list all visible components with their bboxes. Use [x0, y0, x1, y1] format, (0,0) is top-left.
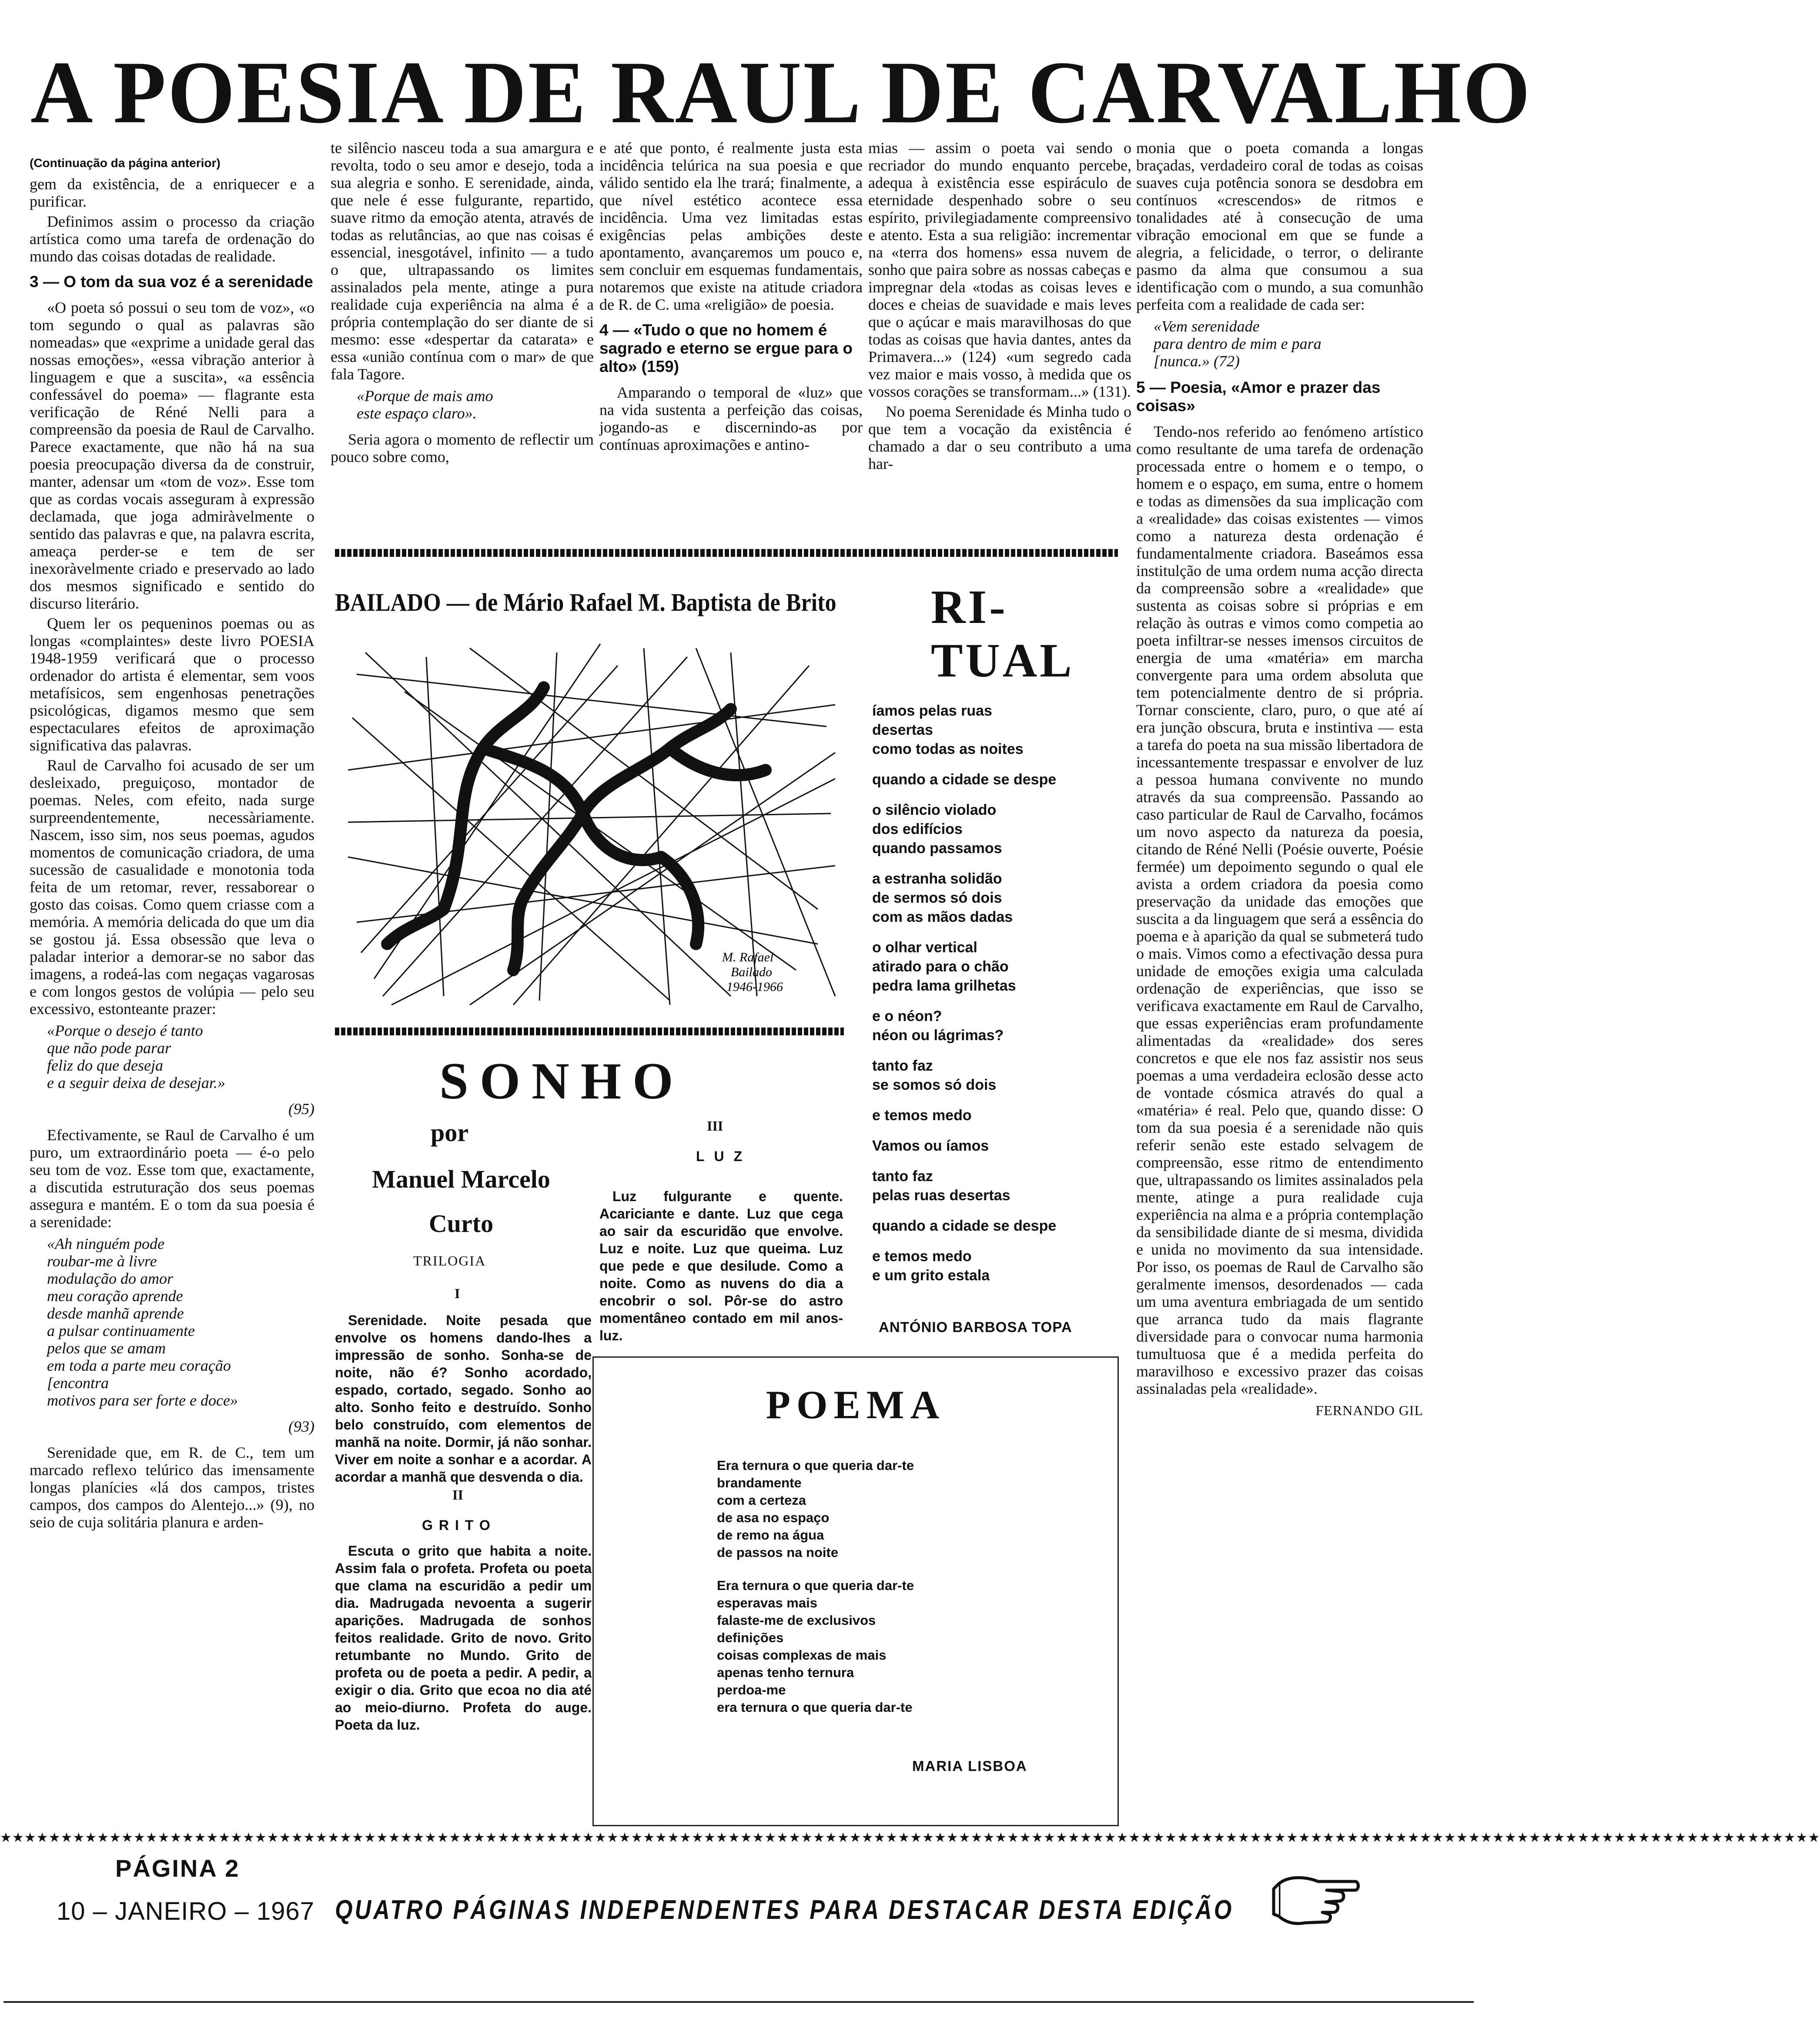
abstract-drawing — [339, 639, 844, 1014]
sonho-part-1: Serenidade. Noite pesada que envolve os homens dando-lhes a impressão de sonho. Sonha-se de noite, não é? Sonho acordado, espado, cortado, segado. Sonho ao alto. Sonho feito e destruído. Sonho belo construído, com elementos de manhã na noite. Dormir, já não sonhar. Viver em noite a sonhar e a acordar. A acordar a manhã que desvenda o dia. — [335, 1312, 592, 1485]
verse-quote: «Vem serenidade para dentro de mim e para [nunca.» (72) — [1154, 318, 1322, 370]
ritual-stanza: quando a cidade se despe — [872, 1218, 1057, 1234]
decorative-border-mid — [335, 1028, 844, 1035]
verse-quote: «Porque o desejo é tanto que não pode parar feliz do que deseja e a seguir deixa de desejar.» — [47, 1022, 225, 1091]
poema-body — [717, 1457, 1100, 1727]
author-antonio-barbosa-topa: ANTÓNIO BARBOSA TOPA — [879, 1319, 1072, 1335]
continuation-note: (Continuação da página anterior) — [30, 156, 221, 170]
ritual-stanza: Vamos ou íamos — [872, 1138, 989, 1154]
paragraph: monia que o poeta comanda a longas braçadas, verdadeiro coral de todas as coisas suaves cuja potência sonora se desdobra em contínuos «crescendos» de ritmos e tonalidades até à consecução de uma vibração emocional em que se funde a alegria, a felicidade, o terror, o delirante pasmo da alma que consumou a sua identificação com o mundo, a sua comunhão perfeita com a realidade de cada ser: — [1136, 139, 1423, 313]
verse-reference: (95) — [288, 1100, 314, 1118]
ritual-stanza: a estranha solidão de sermos só dois com as mãos dadas — [872, 870, 1013, 925]
poema-stanza-2: Era ternura o que queria dar-te esperavas mais falaste-me de exclusivos definições coisas complexas de mais apenas tenho ternura perdoa-me era ternura o que queria dar-te — [717, 1578, 914, 1715]
section-heading-4: 4 — «Tudo o que no homem é sagrado e eterno se ergue para o alto» (159) — [599, 321, 853, 375]
pointing-hand-icon — [1270, 1866, 1362, 1936]
author-fernando-gil: FERNANDO GIL — [1315, 1403, 1423, 1418]
section-heading-5: 5 — Poesia, «Amor e prazer das coisas» — [1136, 378, 1381, 415]
paragraph: Tendo-nos referido ao fenómeno artístico como resultante de uma tarefa de ordenação processada entre o homem e o tempo, o homem e o espaço, em suma, entre o homem e todas as dimensões da sua implicação com a «realidade» das coisas existentes — vimos como a natureza desta ordenação é fundamentalmente criadora. Baseámos essa institulção de uma ordem numa acção directa da compreensão sobre a «realidade» que sustenta as coisas sobre si próprias e em relação às outras e vimos como competia ao poeta infiltrar-se nesses imensos circuitos de energia de uma «matéria» em marcha convergente para uma ordem absoluta que tem potencialmente dentro de si própria. Tornar consciente, claro, puro, o que até aí era junção obscura, bruta e instintiva — esta a tarefa do poeta na sua missão libertadora de incessantemente trespassar e envolver de luz a pessoa humana convivente no mundo através da sua compreensão. Passando ao caso particular de Raul de Carvalho, focámos um novo aspecto da natureza da poesia, citando de Réné Nelli (Poésie ouverte, Poésie fermée) um depoimento segundo o qual ele avista a ordem criadora da poesia como preservação da unidade das emoções que suscita a da linguagem que será a essência do poema e à aparição da qual se submeterá tudo o mais. Vimos como a efectivação dessa pura unidade de emoções exigia uma calculada ordenação de experiências, que isso se verificava exactamente em Raul de Carvalho, que essas experiências eram profundamente alimentadas da «realidade» dos seres concretos e que ele nos faz assistir nos seus poemas a uma verdadeira eclosão desse acto de vontade cósmica através do qual a «matéria» é real. Pelo que, quando disse: O tom da sua poesia é a serenidade não quis referir senão este estado selvagem de compreensão, esse ritmo de entendimento que, ultrapassando os limites assinalados pela mente, atinge a pura realidade cuja experiência na alma e a própria contemplação da sensibilidade diante de si mesma, dividida e unida no movimento da sua intensidade. Por isso, os poemas de Raul de Carvalho são geralmente imensos, desordenados — cada um uma aventura embriagada de um sentido que arranca tudo da mais flagrante diversidade para o convocar numa harmonia tumultuosa que é a medida perfeita do maravilhoso e excessivo prazer das coisas assinaladas pela «realidade». — [1136, 423, 1423, 1397]
paragraph: Definimos assim o processo da criação artística como uma tarefa de ordenação do mundo das coisas dotadas de realidade. — [30, 213, 314, 265]
author-maria-lisboa: MARIA LISBOA — [912, 1758, 1027, 1774]
article-column-5 — [1136, 139, 1423, 1422]
sonho-author: Manuel Marcelo Curto — [372, 1165, 550, 1238]
headline: A POESIA DE RAUL DE CARVALHO — [30, 43, 1532, 142]
sonho-part-3-title: LUZ — [696, 1148, 752, 1164]
sonho-part-2-number: II — [452, 1487, 463, 1503]
paragraph: Seria agora o momento de reflectir um pouco sobre como, — [331, 431, 594, 465]
ritual-stanza: e temos medo — [872, 1107, 972, 1124]
sonho-by: por — [431, 1118, 468, 1147]
sonho-part-1-number: I — [455, 1285, 460, 1301]
article-column-4 — [868, 139, 1131, 475]
sonho-title: SONHO — [439, 1052, 685, 1110]
ritual-poem — [872, 701, 1116, 1296]
paragraph: e até que ponto, é realmente justa esta incidência telúrica na sua poesia e que válido sentido ela lhe trará; finalmente, a que nível estético acontece essa incidência. Uma vez limitadas estas exigências pelas ambições deste apontamento, avançaremos um pouco e, sem concluir em esquemas fundamentais, notaremos que existe na atitude criadora de R. de C. uma «religião» de poesia. — [599, 139, 863, 313]
decorative-border-top — [335, 549, 1118, 557]
artist-signature: M. Rafael Bailado 1946-1966 — [722, 950, 783, 994]
paragraph: Amparando o temporal de «luz» que na vida sustenta a perfeição das coisas, jogando-as e discernindo-as por contínuas aproximações e antino- — [599, 384, 863, 453]
poema-title: POEMA — [766, 1383, 946, 1427]
ritual-stanza: tanto faz pelas ruas desertas — [872, 1168, 1010, 1204]
paragraph: mias — assim o poeta vai sendo o recriador do mundo enquanto percebe, adequa à existência esse espiráculo de eternidade despenhado sobre o seu espírito, privilegiadamente compreensivo e atento. Esta a sua religião: incrementar na «terra dos homens» essa nuvem de sonho que paira sobre as nossas cabeças e impregnar dela «todas as coisas leves e doces e cheias de suavidade e mais leves que o açúcar e mais maravilhosas do que todas as coisas que havia dantes, antes da Primavera...» (124) «um segredo cada vez maior e mais vosso, à medida que os vossos corações se transformam...» (131). — [868, 139, 1131, 400]
ritual-stanza: o olhar vertical atirado para o chão pedra lama grilhetas — [872, 939, 1016, 994]
ritual-stanza: e temos medo e um grito estala — [872, 1248, 990, 1284]
ritual-title-line2: TUAL — [931, 634, 1074, 687]
ritual-stanza: íamos pelas ruas desertas como todas as noites — [872, 703, 1024, 757]
section-heading-3: 3 — O tom da sua voz é a serenidade — [30, 273, 313, 291]
ritual-stanza: o silêncio violado dos edifícios quando passamos — [872, 802, 1002, 857]
paragraph: «O poeta só possui o seu tom de voz», «o tom segundo o qual as palavras são nomeadas» que «exprime a unidade geral das nossas emoções», «essa vibração anterior à linguagem e que a suscita», «a essência confessável do poema» — flagrante esta verificação de Réné Nelli para a compreensão da poesia de Raul de Carvalho. Parece exactamente, que não há na sua poesia preocupação diversa da de construir, manter, adensar um «tom de voz». Esse tom que as cordas vocais asseguram à expressão declamada, que joga admiràvelmente o sentido das palavras e que, na palavra escrita, ameaça perder-se e tem de ser inexoràvelmente criado e preservado ao lado dos mesmos significado e sentido do discurso literário. — [30, 299, 314, 612]
bailado-title: BAILADO — de Mário Rafael M. Baptista de Brito — [335, 588, 836, 616]
sonho-part-3: Luz fulgurante e quente. Acariciante e dante. Luz que cega ao sair da escuridão que envolve. Luz e noite. Luz que queima. Luz que pede e que desilude. Como a noite. Como as nuvens do dia a encobrir o sol. Pôr-se do astro momentâneo contado em mil anos-luz. — [599, 1188, 843, 1343]
sonho-subtitle: TRILOGIA — [413, 1253, 486, 1269]
star-divider: ★★★★★★★★★★★★★★★★★★★★★★★★★★★★★★★★★★★★★★★★★★★★★★★★★★★★★★★★★★★★★★★★★★★★★★★★★★★★★★★★★★★★★★★★★★★★★★★★★★★★★★★★★★★★★★★★★★★★★★★★★★★★★★★★★★★★★★★★★★★★★★★★★★★★★★ — [0, 1831, 1820, 1845]
sonho-part-3-number: III — [707, 1118, 723, 1134]
paragraph: No poema Serenidade és Minha tudo o que tem a vocação da existência é chamado a dar o seu contributo a uma har- — [868, 403, 1131, 472]
bailado-illustration — [339, 639, 844, 1014]
paragraph: gem da existência, de a enriquecer e a purificar. — [30, 175, 314, 210]
footer-tagline: QUATRO PÁGINAS INDEPENDENTES PARA DESTACAR DESTA EDIÇÃO — [335, 1895, 1234, 1925]
poema-box — [592, 1356, 1119, 1826]
verse-quote: «Porque de mais amo este espaço claro». — [357, 387, 493, 422]
article-column-1 — [30, 154, 314, 1533]
article-column-2 — [331, 139, 594, 468]
issue-date: 10 – JANEIRO – 1967 — [57, 1897, 314, 1925]
paragraph: Raul de Carvalho foi acusado de ser um desleixado, preguiçoso, montador de poemas. Neles, com efeito, nada surge surpreendentemente, necessàriamente. Nascem, isso sim, nos seus poemas, agudos momentos de comunicação criadora, de uma sucessão de casualidade e monotonia toda feita de um retomar, rever, ressaborear o gosto das coisas. Como quem criasse com a memória. A memória delicada do que um dia se gostou já. Essa obsessão que leva o paladar interior a demorar-se no sabor das imagens, a rodeá-las com negaças vagarosas e com longos gestos de volúpia — pelo seu excessivo, estonteante prazer: — [30, 757, 314, 1018]
ritual-stanza: quando a cidade se despe — [872, 771, 1057, 788]
paragraph: Efectivamente, se Raul de Carvalho é um puro, um extraordinário poeta — é-o pelo seu tom de voz. Esse tom que, exactamente, a discutida estruturação dos seus poemas assegura e mantém. E o tom da sua poesia é a serenidade: — [30, 1126, 314, 1231]
paragraph: te silêncio nasceu toda a sua amargura e revolta, todo o seu amor e desejo, toda a sua alegria e sonho. E serenidade, ainda, que nele é esse fulgurante, repartido, suave ritmo da emoção atenta, através de todas as relutâncias, ao que nas coisas é essencial, inesgotável, infinito — a tudo o que, ultrapassando os limites assinalados pela mente, atinge a pura realidade cuja experiência na alma é a própria contemplação do ser diante de si mesmo: esse «despertar da catarata» e essa «união contínua com o mar» de que fala Tagore. — [331, 139, 594, 383]
sonho-part-2: Escuta o grito que habita a noite. Assim fala o profeta. Profeta ou poeta que clama na escuridão a pedir um dia. Madrugada nevoenta a sugerir aparições. Madrugada de sonhos feitos realidade. Grito de novo. Grito retumbante no Mundo. Grito de profeta ou de poeta a pedir. A pedir, a exigir o dia. Grito que ecoa no dia até ao meio-diurno. Profeta do auge. Poeta da luz. — [335, 1543, 592, 1733]
article-column-3 — [599, 139, 863, 456]
footer-rule — [3, 2001, 1474, 2003]
ritual-title-line1: RI- — [931, 580, 1008, 633]
ritual-stanza: tanto faz se somos só dois — [872, 1058, 997, 1093]
poema-stanza-1: Era ternura o que queria dar-te brandamente com a certeza de asa no espaço de remo na água de passos na noite — [717, 1458, 914, 1560]
verse-quote: «Ah ninguém pode roubar-me à livre modulação do amor meu coração aprende desde manhã aprende a pulsar continuamente pelos que se amam em toda a parte meu coração [encontra motivos para ser forte e doce» — [47, 1235, 238, 1409]
page-number: PÁGINA 2 — [115, 1855, 240, 1882]
ritual-stanza: e o néon? néon ou lágrimas? — [872, 1008, 1004, 1044]
paragraph: Serenidade que, em R. de C., tem um marcado reflexo telúrico das imensamente longas planícies «lá dos campos, tristes campos, dos campos do Alentejo...» (9), no seio de cuja solitária planura e arden- — [30, 1444, 314, 1531]
paragraph: Quem ler os pequeninos poemas ou as longas «complaintes» deste livro POESIA 1948-1959 verificará que o processo ordenador do artista é elementar, sem voos metafísicos, sem engenhosas penetrações psicológicas, digamos mesmo que sem espectaculares efeitos de aproximação significativa das palavras. — [30, 615, 314, 754]
sonho-part-2-title: GRITO — [422, 1517, 496, 1533]
verse-reference: (93) — [288, 1418, 314, 1435]
